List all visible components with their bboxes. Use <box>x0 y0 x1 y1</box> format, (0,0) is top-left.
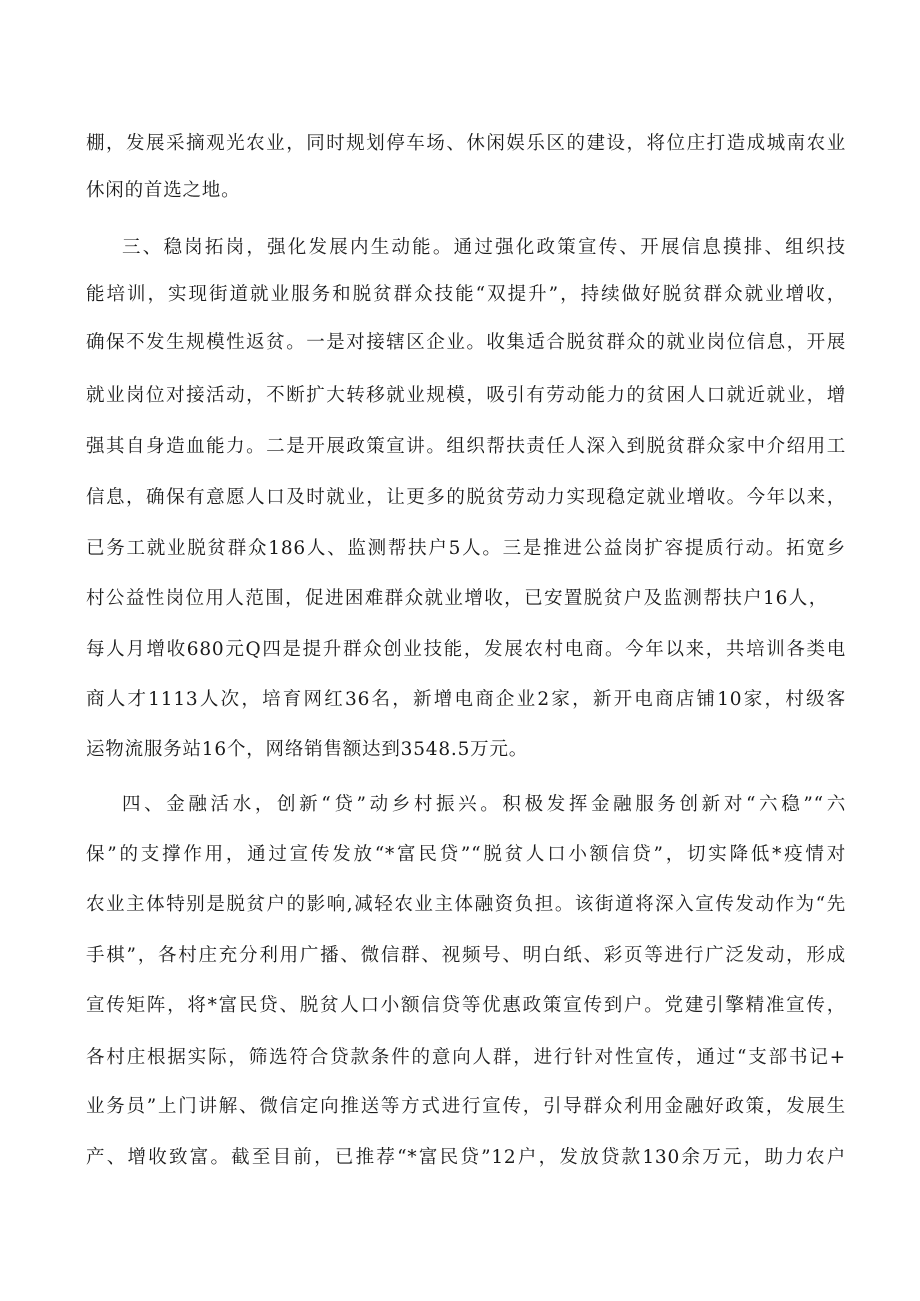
text-line-12: 商人才1113人次，培育网红36名，新增电商企业2家，新开电商店铺10家，村级客 <box>86 689 846 710</box>
text-line-13: 运物流服务站16个，网络销售额达到3548.5万元。 <box>86 739 529 760</box>
text-line-3: 三、稳岗拓岗，强化发展内生动能。通过强化政策宣传、开展信息摸排、组织技 <box>122 237 846 258</box>
text-line-15: 保”的支撑作用，通过宣传发放“*富民贷”“脱贫人口小额信贷”，切实降低*疫情对 <box>86 844 846 865</box>
text-line-7: 强其自身造血能力。二是开展政策宣讲。组织帮扶责任人深入到脱贫群众家中介绍用工 <box>86 436 846 457</box>
text-line-17: 手棋”，各村庄充分利用广播、微信群、视频号、明白纸、彩页等进行广泛发动，形成 <box>86 945 846 966</box>
text-line-14: 四、金融活水，创新“贷”动乡村振兴。积极发挥金融服务创新对“六稳”“六 <box>122 794 846 815</box>
text-line-9: 已务工就业脱贫群众186人、监测帮扶户5人。三是推进公益岗扩容提质行动。拓宽乡 <box>86 538 846 559</box>
text-line-6: 就业岗位对接活动，不断扩大转移就业规模，吸引有劳动能力的贫困人口就近就业，增 <box>86 385 846 406</box>
text-line-4: 能培训，实现街道就业服务和脱贫群众技能“双提升”，持续做好脱贫群众就业增收， <box>86 284 846 305</box>
text-line-5: 确保不发生规模性返贫。一是对接辖区企业。收集适合脱贫群众的就业岗位信息，开展 <box>86 332 846 353</box>
text-line-11: 每人月增收680元Q四是提升群众创业技能，发展农村电商。今年以来，共培训各类电 <box>86 639 846 660</box>
text-line-2: 休闲的首选之地。 <box>86 180 241 201</box>
text-line-20: 业务员”上门讲解、微信定向推送等方式进行宣传，引导群众利用金融好政策，发展生 <box>86 1096 846 1117</box>
text-line-21: 产、增收致富。截至目前，已推荐“*富民贷”12户，发放贷款130余万元，助力农户 <box>86 1147 846 1168</box>
text-line-1: 棚，发展采摘观光农业，同时规划停车场、休闲娱乐区的建设，将位庄打造成城南农业 <box>86 133 846 154</box>
text-line-16: 农业主体特别是脱贫户的影响,减轻农业主体融资负担。该街道将深入宣传发动作为“先 <box>86 894 846 915</box>
text-line-10: 村公益性岗位用人范围，促进困难群众就业增收，已安置脱贫户及监测帮扶户16人， <box>86 588 828 609</box>
text-line-8: 信息，确保有意愿人口及时就业，让更多的脱贫劳动力实现稳定就业增收。今年以来， <box>86 487 846 508</box>
text-line-19: 各村庄根据实际，筛选符合贷款条件的意向人群，进行针对性宣传，通过“支部书记+ <box>86 1047 846 1068</box>
text-line-18: 宣传矩阵，将*富民贷、脱贫人口小额信贷等优惠政策宣传到户。党建引擎精准宣传， <box>86 995 846 1016</box>
